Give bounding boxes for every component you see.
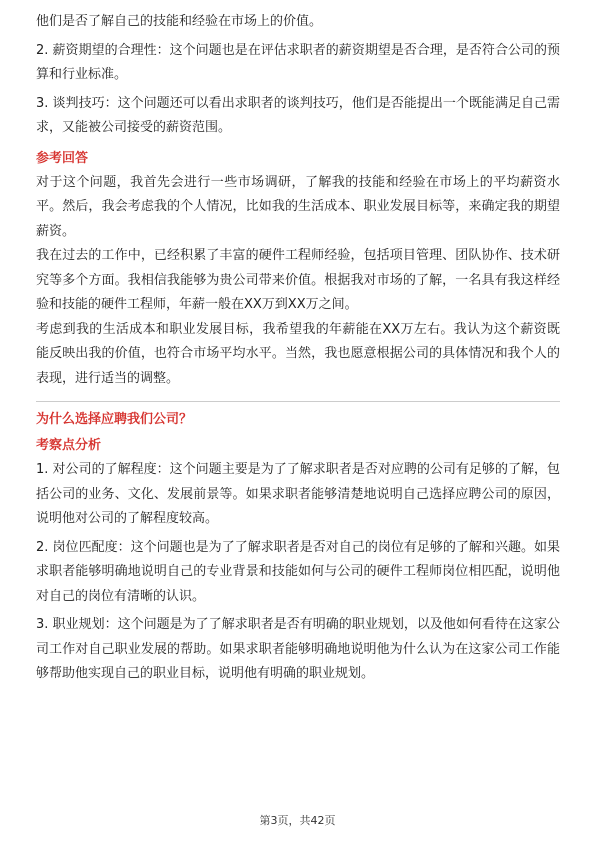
answer-paragraph: 考虑到我的生活成本和职业发展目标，我希望我的年薪能在XX万左右。我认为这个薪资既能反映出我的价值，也符合市场平均水平。当然，我也愿意根据公司的具体情况和我个人的表现，进行适当的调整。 (36, 321, 560, 386)
question-title: 为什么选择应聘我们公司？ (36, 412, 193, 427)
answer-paragraph: 我在过去的工作中，已经积累了丰富的硬件工程师经验，包括项目管理、团队协作、技术研究等多个方面。我相信我能够为贵公司带来价值。根据我对市场的了解，一名具有我这样经验和技能的硬件工程师，年薪一般在XX万到XX万之间。 (36, 248, 560, 312)
reference-answer-heading: 参考回答 (36, 150, 89, 166)
analysis-heading: 考察点分析 (36, 438, 102, 453)
analysis-points (36, 458, 560, 687)
analysis-point-2: 2. 薪资期望的合理性：这个问题也是在评估求职者的薪资期望是否合理，是否符合公司的预算和行业标准。 (36, 42, 560, 82)
reference-answer-body (36, 171, 560, 392)
analysis-point: 2. 岗位匹配度：这个问题也是为了了解求职者是否对自己的岗位有足够的了解和兴趣。如果求职者能够明确地说明自己的专业背景和技能如何与公司的硬件工程师岗位相匹配，说明他对自己的岗位有清晰的认识。 (36, 539, 560, 604)
salary-analysis-continued (36, 10, 560, 141)
analysis-point: 1. 对公司的了解程度：这个问题主要是为了了解求职者是否对应聘的公司有足够的了解，包括公司的业务、文化、发展前景等。如果求职者能够清楚地说明自己选择应聘公司的原因，说明他对公司的了解程度较高。 (36, 462, 560, 526)
answer-paragraph: 对于这个问题，我首先会进行一些市场调研，了解我的技能和经验在市场上的平均薪资水平。然后，我会考虑我的个人情况，比如我的生活成本、职业发展目标等，来确定我的期望薪资。 (36, 174, 560, 239)
page-footer (0, 812, 595, 828)
analysis-point-1-continued: 他们是否了解自己的技能和经验在市场上的价值。 (36, 14, 323, 29)
analysis-point-3: 3. 谈判技巧：这个问题还可以看出求职者的谈判技巧，他们是否能提出一个既能满足自己需求，又能被公司接受的薪资范围。 (36, 95, 560, 135)
section-divider (36, 401, 560, 402)
page-indicator: 第3页，共42页 (259, 814, 336, 827)
analysis-point: 3. 职业规划：这个问题是为了了解求职者是否有明确的职业规划，以及他如何看待在这家公司工作对自己职业发展的帮助。如果求职者能够明确地说明他为什么认为在这家公司工作能够帮助他实现自己的职业目标，说明他有明确的职业规划。 (36, 617, 560, 681)
document-page (36, 10, 560, 687)
